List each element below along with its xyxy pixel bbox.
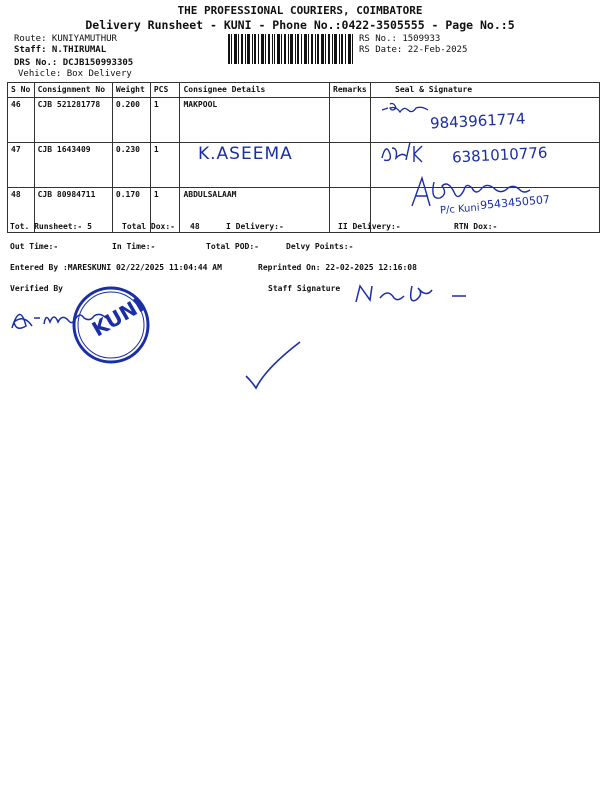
row46-phone-handwritten: 9843961774 bbox=[429, 109, 526, 133]
row48-sub-handwritten: P/c Kuni bbox=[439, 202, 480, 217]
tot-runsheet: Tot. Runsheet:- 5 bbox=[10, 222, 92, 231]
row-consignee: MAKPOOL bbox=[180, 98, 330, 143]
row-sno: 48 bbox=[8, 188, 35, 233]
row-pcs: 1 bbox=[150, 188, 180, 233]
col-seal-signature: Seal & Signature bbox=[371, 83, 600, 98]
barcode bbox=[228, 34, 353, 64]
reprinted-on: Reprinted On: 22-02-2025 12:16:08 bbox=[258, 263, 417, 272]
row-sno: 47 bbox=[8, 143, 35, 188]
staff-signature bbox=[352, 280, 470, 310]
row-consignment: CJB 521281778 bbox=[34, 98, 112, 143]
entered-by: Entered By :MARESKUNI 02/22/2025 11:04:44 AM bbox=[10, 263, 222, 272]
col-pcs: PCS bbox=[150, 83, 180, 98]
rtn-dox: RTN Dox:- bbox=[454, 222, 498, 231]
in-time: In Time:- bbox=[112, 242, 156, 251]
row47-phone-handwritten: 6381010776 bbox=[451, 143, 548, 167]
row47-name-handwritten: K.ASEEMA bbox=[198, 144, 293, 164]
delvy-points: Delvy Points:- bbox=[286, 242, 354, 251]
rs-date: RS Date: 22-Feb-2025 bbox=[359, 45, 468, 55]
row-consignee: ABDULSALAAM bbox=[180, 188, 330, 233]
verified-by-label: Verified By bbox=[10, 284, 63, 293]
total-dox-value: 48 bbox=[190, 222, 200, 231]
row-pcs: 1 bbox=[150, 98, 180, 143]
staff-label: Staff: N.THIRUMAL bbox=[14, 45, 107, 55]
col-consignment-no: Consignment No bbox=[34, 83, 112, 98]
row-remarks bbox=[330, 98, 371, 143]
runsheet-subtitle: Delivery Runsheet - KUNI - Phone No.:0422-3505555 - Page No.:5 bbox=[85, 18, 515, 32]
i-delivery: I Delivery:- bbox=[226, 222, 284, 231]
total-dox-label: Total Dox:- bbox=[122, 222, 175, 231]
vehicle-label: Vehicle: Box Delivery bbox=[18, 69, 132, 79]
row-consignment: CJB 1643409 bbox=[34, 143, 112, 188]
rs-number: RS No.: 1509933 bbox=[359, 34, 441, 44]
col-remarks: Remarks bbox=[330, 83, 371, 98]
row-weight: 0.230 bbox=[112, 143, 150, 188]
col-consignee: Consignee Details bbox=[180, 83, 330, 98]
verifier-signature bbox=[8, 300, 118, 336]
row47-signature-scribble bbox=[378, 138, 448, 168]
row-weight: 0.200 bbox=[112, 98, 150, 143]
row-consignment: CJB 80984711 bbox=[34, 188, 112, 233]
drs-number: DRS No.: DCJB150993305 bbox=[14, 58, 134, 68]
row48-phone-handwritten: 9543450507 bbox=[479, 192, 551, 213]
company-title: THE PROFESSIONAL COURIERS, COIMBATORE bbox=[177, 4, 423, 17]
stamp-text: KUNI bbox=[87, 292, 148, 342]
staff-signature-label: Staff Signature bbox=[268, 284, 341, 293]
row-sno: 46 bbox=[8, 98, 35, 143]
out-time: Out Time:- bbox=[10, 242, 59, 251]
col-weight: Weight bbox=[112, 83, 150, 98]
row-weight: 0.170 bbox=[112, 188, 150, 233]
tick-mark bbox=[242, 340, 304, 392]
row-pcs: 1 bbox=[150, 143, 180, 188]
route-label: Route: KUNIYAMUTHUR bbox=[14, 34, 117, 44]
row-remarks bbox=[330, 143, 371, 188]
total-pod: Total POD:- bbox=[206, 242, 259, 251]
col-sno: S No bbox=[8, 83, 35, 98]
table-header-row bbox=[8, 83, 600, 98]
ii-delivery: II Delivery:- bbox=[338, 222, 401, 231]
